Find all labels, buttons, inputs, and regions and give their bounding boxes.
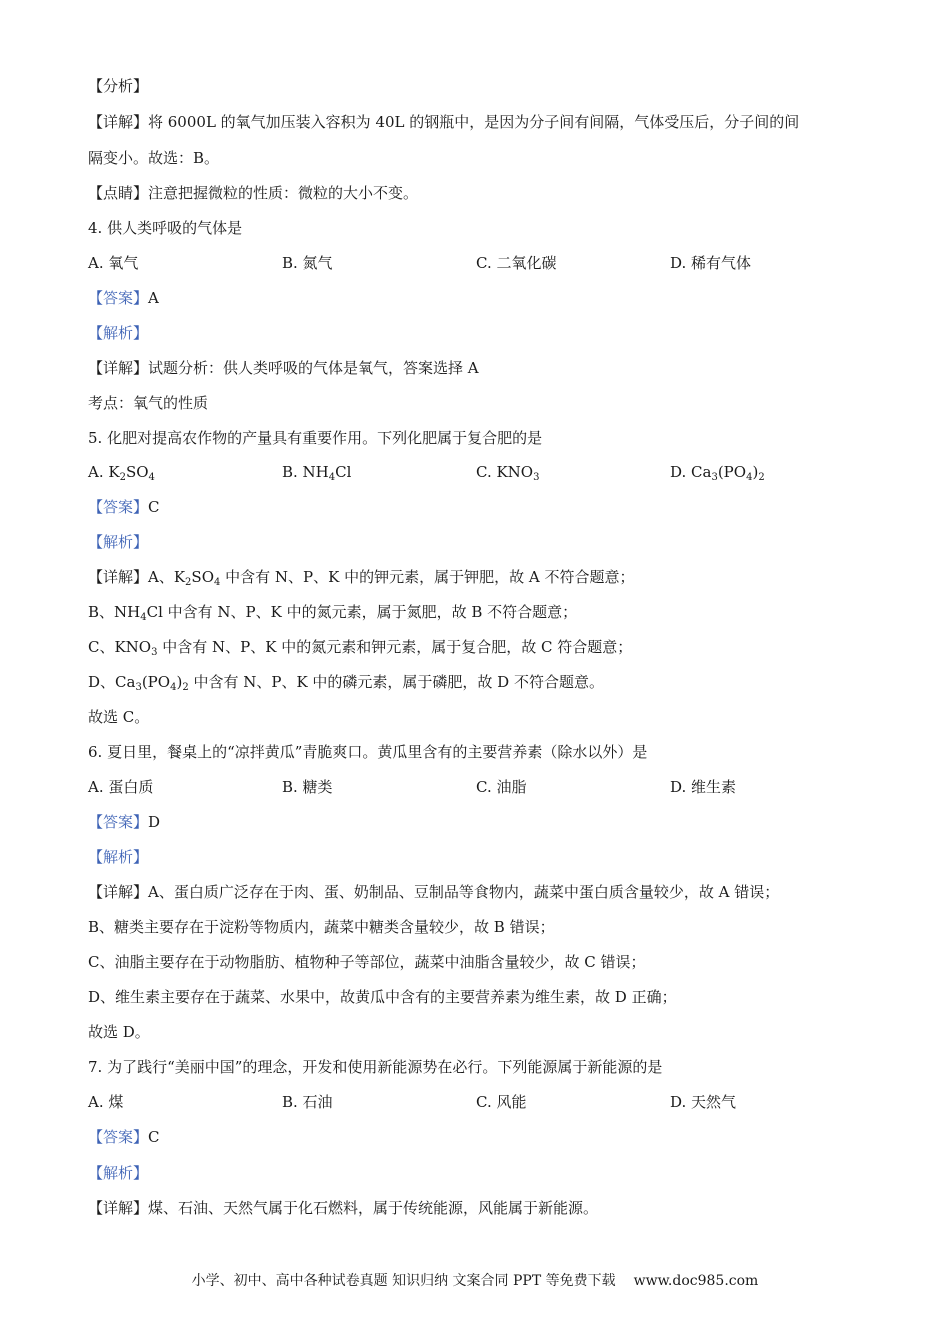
q5-option-c-text: C. KNO — [476, 463, 534, 481]
q5-detail-a-s2: 4 — [214, 577, 221, 588]
q5-detail-d — [88, 672, 604, 692]
q5-detail-b-p1: B、NH — [88, 603, 141, 621]
q7-option-c: C. 风能 — [476, 1093, 527, 1111]
q5-option-b — [282, 462, 351, 482]
q7-question: 7. 为了践行“美丽中国”的理念，开发和使用新能源势在必行。下列能源属于新能源的是 — [88, 1058, 663, 1076]
q5-option-a-text: A. K — [88, 463, 120, 481]
q5-option-d-text: D. Ca — [670, 463, 712, 481]
q6-answer-label: 【答案】 — [88, 813, 149, 831]
q4-option-c: C. 二氧化碳 — [476, 254, 557, 272]
q4-option-b: B. 氮气 — [282, 254, 333, 272]
q5-answer-label: 【答案】 — [88, 498, 149, 516]
q6-detail-line-b: B、糖类主要存在于淀粉等物质内，蔬菜中糖类含量较少，故 B 错误； — [88, 918, 555, 936]
q4-options — [88, 253, 888, 273]
q5-option-d-sub3: 2 — [758, 472, 765, 483]
q6-options — [88, 777, 888, 797]
q4-question: 4. 供人类呼吸的气体是 — [88, 219, 243, 237]
footer-text: 小学、初中、高中各种试卷真题 知识归纳 文案合同 PPT 等免费下载 — [191, 1273, 616, 1289]
q5-detail-d-p1: D、Ca — [88, 673, 136, 691]
q3-detail-line2: 隔变小。故选：B。 — [88, 149, 220, 167]
q5-detail-d-s3: 2 — [182, 682, 189, 693]
q5-option-a-mid: SO — [125, 463, 149, 481]
q5-option-c-sub: 3 — [533, 472, 540, 483]
q5-detail-c — [88, 637, 632, 657]
q5-option-d — [670, 462, 765, 482]
q7-option-b: B. 石油 — [282, 1093, 333, 1111]
q4-option-a: A. 氧气 — [88, 254, 139, 272]
q6-answer-line — [88, 812, 160, 832]
q5-option-b-sub: 4 — [328, 472, 336, 483]
q5-detail-d-s2: 4 — [170, 682, 177, 693]
q5-option-a-sub1: 2 — [119, 472, 126, 483]
q5-option-b-text: B. NH — [282, 463, 329, 481]
q5-answer: C — [148, 498, 160, 516]
q6-option-c: C. 油脂 — [476, 778, 527, 796]
q5-detail-d-p4: 中含有 N、P、K 中的磷元素，属于磷肥，故 D 不符合题意。 — [188, 673, 604, 691]
q6-conclusion: 故选 D。 — [88, 1023, 150, 1041]
q7-detail: 【详解】煤、石油、天然气属于化石燃料，属于传统能源，风能属于新能源。 — [88, 1199, 599, 1217]
q5-answer-line — [88, 497, 160, 517]
q4-answer-label: 【答案】 — [88, 289, 149, 307]
q6-option-a: A. 蛋白质 — [88, 778, 154, 796]
q5-option-d-close: ) — [752, 463, 759, 481]
q4-option-d: D. 稀有气体 — [670, 254, 752, 272]
q6-option-d: D. 维生素 — [670, 778, 737, 796]
q6-analysis-label: 【解析】 — [88, 848, 149, 866]
q6-answer: D — [148, 813, 161, 831]
q7-answer-label: 【答案】 — [88, 1128, 149, 1146]
q7-options — [88, 1092, 888, 1112]
q5-option-b-suffix: Cl — [335, 463, 352, 481]
q4-answer: A — [148, 289, 159, 307]
q5-conclusion: 故选 C。 — [88, 708, 150, 726]
q7-option-a: A. 煤 — [88, 1093, 124, 1111]
q3-analysis-label: 【分析】 — [88, 77, 149, 95]
q6-detail-line-c: C、油脂主要存在于动物脂肪、植物种子等部位，蔬菜中油脂含量较少，故 C 错误； — [88, 953, 646, 971]
q3-detail-line1: 【详解】将 6000L 的氧气加压装入容积为 40L 的钢瓶中，是因为分子间有间隔，气体受压后，分子间的间 — [88, 113, 800, 131]
q6-option-b: B. 糖类 — [282, 778, 333, 796]
q5-analysis-label: 【解析】 — [88, 533, 149, 551]
q5-detail-a — [88, 567, 634, 587]
q7-answer-line — [88, 1127, 160, 1147]
q7-answer: C — [148, 1128, 160, 1146]
q5-detail-b-s1: 4 — [140, 612, 147, 623]
q5-option-d-mid: (PO — [717, 463, 747, 481]
q5-options — [88, 462, 888, 482]
q7-analysis-label: 【解析】 — [88, 1164, 149, 1182]
footer-url[interactable]: www.doc985.com — [633, 1273, 759, 1289]
q7-option-d: D. 天然气 — [670, 1093, 737, 1111]
q3-note: 【点睛】注意把握微粒的性质：微粒的大小不变。 — [88, 184, 419, 202]
q5-detail-c-p2: 中含有 N、P、K 中的氮元素和钾元素，属于复合肥，故 C 符合题意； — [157, 638, 633, 656]
q5-detail-d-p2: (PO — [141, 673, 171, 691]
q5-question: 5. 化肥对提高农作物的产量具有重要作用。下列化肥属于复合肥的是 — [88, 429, 543, 447]
q5-option-a-sub2: 4 — [148, 472, 155, 483]
q6-detail-line-a: 【详解】A、蛋白质广泛存在于肉、蛋、奶制品、豆制品等食物内，蔬菜中蛋白质含量较少，故 A 错误； — [88, 883, 780, 901]
q5-detail-d-p3: ) — [176, 673, 183, 691]
q5-detail-b-p2: Cl 中含有 N、P、K 中的氮元素，属于氮肥，故 B 不符合题意； — [146, 603, 578, 621]
q6-question: 6. 夏日里，餐桌上的“凉拌黄瓜”青脆爽口。黄瓜里含有的主要营养素（除水以外）是 — [88, 743, 648, 761]
q5-detail-b — [88, 602, 577, 622]
q5-detail-a-p3: 中含有 N、P、K 中的钾元素，属于钾肥，故 A 不符合题意； — [220, 568, 635, 586]
q5-option-d-sub1: 3 — [711, 472, 718, 483]
q5-detail-a-p1: 【详解】A、K — [88, 568, 186, 586]
q5-detail-a-p2: SO — [191, 568, 214, 586]
q4-analysis-label: 【解析】 — [88, 324, 149, 342]
q4-exam-point: 考点：氧气的性质 — [88, 394, 209, 412]
q5-detail-d-s1: 3 — [135, 682, 142, 693]
q5-detail-c-p1: C、KNO — [88, 638, 152, 656]
q5-detail-a-s1: 2 — [185, 577, 192, 588]
q4-answer-line — [88, 288, 159, 308]
q5-detail-c-s1: 3 — [151, 647, 158, 658]
q5-option-d-sub2: 4 — [746, 472, 753, 483]
q5-option-a — [88, 462, 155, 482]
q5-option-c — [476, 462, 539, 482]
q6-detail-line-d: D、维生素主要存在于蔬菜、水果中，故黄瓜中含有的主要营养素为维生素，故 D 正确； — [88, 988, 677, 1006]
q4-detail: 【详解】试题分析：供人类呼吸的气体是氧气，答案选择 A — [88, 359, 479, 377]
page-footer — [0, 1270, 950, 1290]
